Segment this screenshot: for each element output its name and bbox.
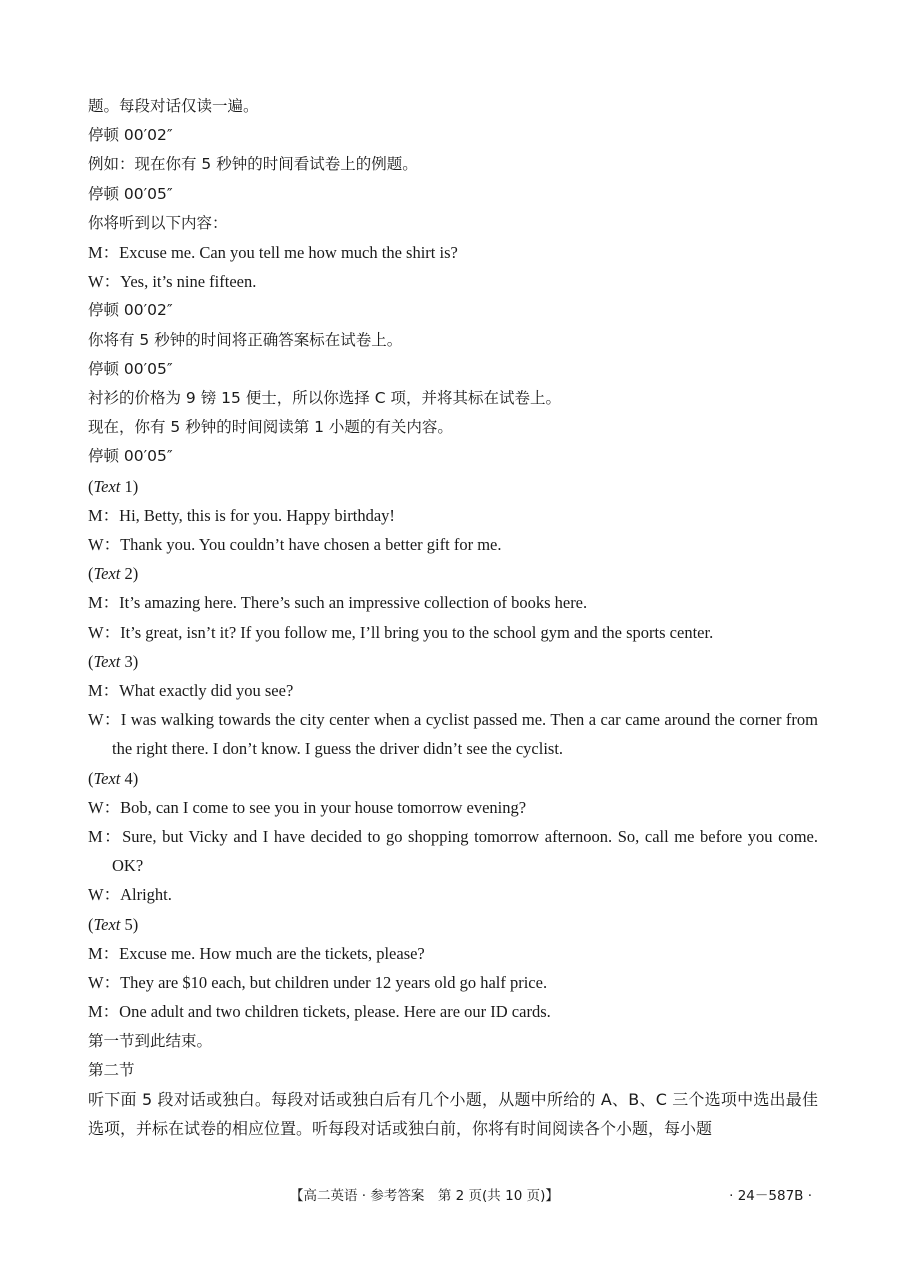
dialogue-line: W：I was walking towards the city center when a cyclist passed me. Then a car came around the corner from the right there. I don’t know. I guess the driver didn’t see the cyclist. <box>88 710 818 759</box>
text-number: 2 <box>124 564 133 584</box>
section-title: 第二节 <box>88 1060 135 1079</box>
instruction-line: 衬衫的价格为 9 镑 15 便士，所以你选择 C 项，并将其标在试卷上。 <box>88 389 561 408</box>
dialogue-line: M：What exactly did you see? <box>88 681 294 701</box>
pause-line: 停顿 00′02″ <box>88 126 173 145</box>
pause-line: 停顿 00′05″ <box>88 184 173 203</box>
instruction-line: 现在，你有 5 秒钟的时间阅读第 1 小题的有关内容。 <box>88 418 453 437</box>
dialogue-line: W：Bob, can I come to see you in your house tomorrow evening? <box>88 797 527 817</box>
text-heading: (Text 5) <box>88 914 139 934</box>
page-footer <box>0 1184 900 1208</box>
pause-line: 停顿 00′02″ <box>88 301 173 320</box>
text-number: 3 <box>124 651 133 671</box>
section-instructions: 听下面 5 段对话或独白。每段对话或独白后有几个小题，从题中所给的 A、B、C 三个选项中选出最佳选项，并标在试卷的相应位置。听每段对话或独白前，你将有时间阅读各个小题，每小题 <box>88 1089 818 1139</box>
text-label: Text <box>93 768 121 788</box>
text-heading: (Text 1) <box>88 476 139 496</box>
dialogue-line: M：Sure, but Vicky and I have decided to go shopping tomorrow afternoon. So, call me before you come. OK? <box>88 827 818 876</box>
text-heading: (Text 2) <box>88 564 139 584</box>
dialogue-line: M：It’s amazing here. There’s such an impressive collection of books here. <box>88 593 588 613</box>
dialogue-line: W：It’s great, isn’t it? If you follow me, I’ll bring you to the school gym and the sports center. <box>88 622 714 642</box>
instruction-line: 你将听到以下内容： <box>88 213 228 232</box>
text-number: 5 <box>124 914 133 934</box>
footer-page-info: 【高二英语 · 参考答案 第 2 页(共 10 页)】 <box>290 1188 559 1204</box>
page-content <box>88 92 818 1143</box>
dialogue-line: W：They are $10 each, but children under 12 years old go half price. <box>88 973 548 993</box>
example-dialogue-line: M：Excuse me. Can you tell me how much the shirt is? <box>88 243 458 263</box>
pause-line: 停顿 00′05″ <box>88 447 173 466</box>
text-label: Text <box>93 651 121 671</box>
dialogue-line: W：Thank you. You couldn’t have chosen a better gift for me. <box>88 535 502 555</box>
example-dialogue-line: W：Yes, it’s nine fifteen. <box>88 272 257 292</box>
dialogue-line: M：Hi, Betty, this is for you. Happy birthday! <box>88 505 395 525</box>
footer-code: · 24－587B · <box>729 1188 812 1204</box>
text-label: Text <box>93 914 121 934</box>
text-number: 1 <box>124 476 133 496</box>
instruction-line: 你将有 5 秒钟的时间将正确答案标在试卷上。 <box>88 330 403 349</box>
text-heading: (Text 3) <box>88 651 139 671</box>
dialogue-line: W：Alright. <box>88 885 172 905</box>
instruction-line: 题。每段对话仅读一遍。 <box>88 97 259 115</box>
text-heading: (Text 4) <box>88 768 139 788</box>
text-number: 4 <box>124 768 133 788</box>
dialogue-line: M：One adult and two children tickets, please. Here are our ID cards. <box>88 1002 551 1022</box>
dialogue-line: M：Excuse me. How much are the tickets, please? <box>88 943 425 963</box>
text-label: Text <box>93 564 121 584</box>
pause-line: 停顿 00′05″ <box>88 359 173 378</box>
section-end-line: 第一节到此结束。 <box>88 1031 213 1050</box>
text-label: Text <box>93 476 121 496</box>
instruction-line: 例如：现在你有 5 秒钟的时间看试卷上的例题。 <box>88 155 418 174</box>
